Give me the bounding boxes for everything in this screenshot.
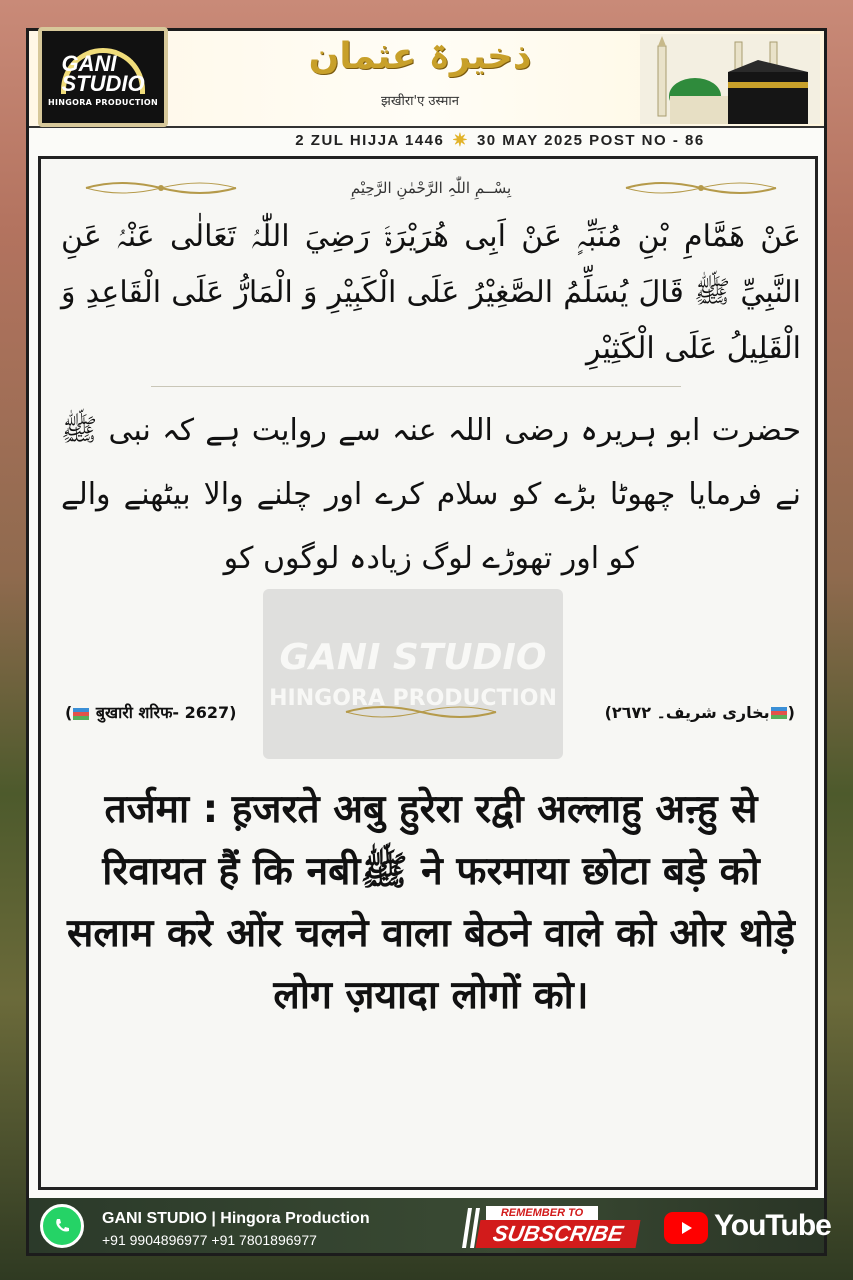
divider xyxy=(151,386,681,387)
logo-main-text: GANI STUDIO xyxy=(61,50,145,96)
urdu-translation-text: حضرت ابو ہریرہ رضی اللہ عنہ سے روایت ہے کہ نبی ﷺ نے فرمایا چھوٹا بڑے کو سلام کرے اور چلنے والا بیٹھنے والے کو اور تھوڑے لوگ زیادہ لوگوں کو xyxy=(61,413,801,576)
reference-hindi: ( बुखारी शरिफ- 2627) xyxy=(65,703,237,722)
hijri-date: 2 ZUL HIJJA 1446 xyxy=(295,131,445,149)
reference-urdu: (بخاری شریف۔ ٢٦٧٢) xyxy=(604,702,795,722)
hindi-translation-text: तर्जमा : ह़जरते अबु हुरेरा रद्वी अल्लाहु अऩ्हु से रिवायत हैं कि नबीﷺ ने फरमाया छोटा बडे़ को सलाम करे ओंर चलने वाला बेठने वाले को ओर थोड़े लोग ज़यादा लोगों को। xyxy=(67,787,795,1018)
ornament-left-icon xyxy=(81,178,241,198)
books-icon xyxy=(770,706,788,720)
date-line xyxy=(190,128,810,152)
remember-to-label: REMEMBER TO xyxy=(486,1206,598,1220)
reference-row xyxy=(65,697,795,727)
whatsapp-icon[interactable] xyxy=(40,1204,84,1248)
reference-urdu-text: بخاری شریف۔ ٢٦٧٢ xyxy=(611,702,770,722)
brand-title-urdu: ذخیرۃ عثمان xyxy=(308,36,532,77)
logo-sub-text: HINGORA PRODUCTION xyxy=(47,97,159,107)
footer-phone-numbers[interactable]: +91 9904896977 +91 7801896977 xyxy=(102,1232,317,1248)
reference-hindi-label: बुखारी शरिफ- xyxy=(95,703,185,722)
studio-logo xyxy=(38,27,168,127)
subscribe-button[interactable]: SUBSCRIBE xyxy=(476,1220,641,1248)
content-panel xyxy=(38,156,818,1190)
reference-hindi-number: 2627 xyxy=(184,703,230,722)
watermark-text: GANI STUDIO xyxy=(279,637,547,678)
youtube-icon[interactable] xyxy=(664,1212,708,1244)
ornament-right-icon xyxy=(621,178,781,198)
brand-title-hindi: झखीरा'ए उस्मान xyxy=(381,94,459,109)
kaaba-mosque-icon xyxy=(640,34,820,124)
bismillah-row xyxy=(81,173,781,203)
watermark-subtext: HINGORA PRODUCTION xyxy=(269,686,557,711)
ornament-center-icon xyxy=(341,702,501,722)
books-icon xyxy=(72,707,90,721)
youtube-label[interactable]: YouTube xyxy=(714,1209,831,1242)
play-icon xyxy=(678,1220,694,1236)
footer-studio-name: GANI STUDIO | Hingora Production xyxy=(102,1210,370,1227)
watermark-logo xyxy=(263,589,563,759)
arabic-hadith-text: عَنْ هَمَّامِ بْنِ مُنَبِّہٍ عَنْ اَبِی هُرَیْرَۃَ رَضِيَ اللّٰہُ تَعَالٰی عَنْہُ عَنِ النَّبِيِّ ﷺ قَالَ یُسَلِّمُ الصَّغِیْرُ عَلَی الْکَبِیْرِ وَ الْمَارُّ عَلَی الْقَاعِدِ وَ الْقَلِیلُ عَلَی الْکَثِیْرِ xyxy=(61,219,801,366)
gregorian-date-post: 30 MAY 2025 POST NO - 86 xyxy=(476,131,705,149)
bismillah-text: بِسْــمِ اللّٰہِ الرَّحْمٰنِ الرَّحِیْمِ xyxy=(350,179,512,197)
dome-icon xyxy=(61,48,145,94)
phone-icon xyxy=(49,1213,75,1239)
star-icon: ✷ xyxy=(452,129,469,150)
